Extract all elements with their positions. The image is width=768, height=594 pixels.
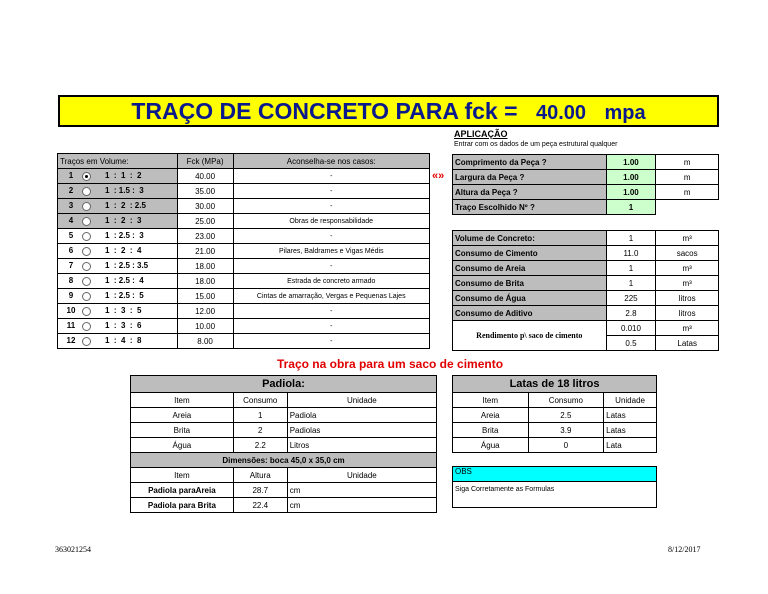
traco-uso: -	[233, 304, 430, 319]
input-value[interactable]: 1	[606, 200, 656, 215]
traco-fck: 21.00	[177, 244, 233, 259]
traco-ratio: 1 : 3 : 5	[105, 306, 142, 316]
traco-radio[interactable]	[82, 307, 91, 316]
result-unit: m³	[656, 231, 719, 246]
traco-radio[interactable]	[82, 247, 91, 256]
dim-item: Padiola para Brita	[131, 498, 234, 513]
padiola-item: Areia	[131, 408, 234, 423]
result-value: 1	[606, 231, 656, 246]
traco-cell	[58, 259, 178, 274]
dim-unidade: cm	[287, 483, 436, 498]
traco-number: 1	[68, 171, 74, 181]
traco-fck: 15.00	[177, 289, 233, 304]
traco-uso: -	[233, 184, 430, 199]
input-unit: m	[656, 185, 719, 200]
obs-text: Siga Corretamente as Formulas	[455, 486, 555, 493]
result-unit: sacos	[656, 246, 719, 261]
table-row	[58, 199, 430, 214]
page-title	[58, 95, 719, 127]
table-row	[58, 259, 430, 274]
padiola-table	[130, 375, 437, 513]
padiola-consumo: 2	[233, 423, 287, 438]
result-label: Volume de Concreto:	[453, 231, 607, 246]
padiola-unidade: Padiolas	[287, 423, 436, 438]
input-row	[453, 170, 719, 185]
dim-altura: 22.4	[233, 498, 287, 513]
footer-date: 8/12/2017	[668, 545, 701, 554]
input-row	[453, 185, 719, 200]
obs-box	[452, 466, 657, 508]
traco-radio[interactable]	[82, 217, 91, 226]
padiola-item: Água	[131, 438, 234, 453]
input-unit	[656, 200, 719, 215]
arrow-indicator: «»	[432, 170, 445, 182]
traco-uso: Cintas de amarração, Vergas e Pequenas Lajes	[233, 289, 430, 304]
table-row	[131, 423, 437, 438]
dim-item: Padiola paraAreia	[131, 483, 234, 498]
dim-altura: 28.7	[233, 483, 287, 498]
result-value: 225	[606, 291, 656, 306]
dim-h-altura: Altura	[233, 468, 287, 483]
table-row	[453, 423, 657, 438]
table-row	[58, 214, 430, 229]
input-label: Traço Escolhido Nº ?	[453, 200, 607, 215]
result-label: Consumo de Areia	[453, 261, 607, 276]
result-row	[453, 276, 719, 291]
padiola-consumo: 1	[233, 408, 287, 423]
traco-cell	[58, 319, 178, 334]
title-unit: mpa	[604, 102, 646, 124]
traco-number: 8	[68, 276, 74, 286]
table-row	[131, 483, 437, 498]
traco-cell	[58, 229, 178, 244]
input-unit: m	[656, 155, 719, 170]
traco-number: 9	[68, 291, 74, 301]
input-row	[453, 200, 719, 215]
traco-cell	[58, 199, 178, 214]
traco-uso: -	[233, 259, 430, 274]
traco-ratio: 1 : 3 : 6	[105, 321, 142, 331]
latas-h-unidade: Unidade	[604, 393, 657, 408]
padiola-h-consumo: Consumo	[233, 393, 287, 408]
traco-radio[interactable]	[82, 337, 91, 346]
input-value[interactable]: 1.00	[606, 185, 656, 200]
traco-number: 7	[68, 261, 74, 271]
traco-fck: 10.00	[177, 319, 233, 334]
input-value[interactable]: 1.00	[606, 170, 656, 185]
traco-fck: 18.00	[177, 259, 233, 274]
result-unit: m³	[656, 276, 719, 291]
result-value: 1	[606, 261, 656, 276]
rendimento-label: Rendimento p\ saco de cimento	[453, 321, 607, 351]
result-unit: litros	[656, 306, 719, 321]
traco-ratio: 1 : 2.5 : 3.5	[105, 261, 149, 271]
footer-id: 363021254	[55, 545, 91, 554]
latas-h-item: Item	[453, 393, 529, 408]
traco-fck: 40.00	[177, 169, 233, 184]
table-row	[58, 304, 430, 319]
result-label: Consumo de Cimento	[453, 246, 607, 261]
traco-ratio: 1 : 1 : 2	[105, 171, 142, 181]
latas-unidade: Lata	[604, 438, 657, 453]
result-value: 11.0	[606, 246, 656, 261]
obs-title: OBS	[453, 467, 656, 482]
traco-fck: 8.00	[177, 334, 233, 349]
input-value[interactable]: 1.00	[606, 155, 656, 170]
input-label: Altura da Peça ?	[453, 185, 607, 200]
traco-cell	[58, 214, 178, 229]
aplicacao-heading: APLICAÇÃO	[454, 129, 508, 139]
rendimento-u2: Latas	[656, 336, 719, 351]
header-fck: Fck (MPa)	[177, 154, 233, 169]
traco-uso: -	[233, 319, 430, 334]
table-row	[453, 408, 657, 423]
traco-number: 2	[68, 186, 74, 196]
traco-number: 3	[68, 201, 74, 211]
padiola-h-unidade: Unidade	[287, 393, 436, 408]
latas-title: Latas de 18 litros	[453, 376, 657, 393]
result-unit: m³	[656, 261, 719, 276]
traco-cell	[58, 274, 178, 289]
table-row	[131, 438, 437, 453]
result-row	[453, 306, 719, 321]
traco-cell	[58, 169, 178, 184]
title-main: TRAÇO DE CONCRETO PARA fck =	[131, 98, 518, 124]
table-row	[58, 334, 430, 349]
latas-consumo: 2.5	[528, 408, 604, 423]
traco-number: 10	[66, 306, 76, 316]
traco-radio[interactable]	[82, 322, 91, 331]
traco-cell	[58, 244, 178, 259]
traco-cell	[58, 184, 178, 199]
aplicacao-note: Entrar com os dados de um peça estrutural qualquer	[454, 141, 618, 148]
traco-fck: 18.00	[177, 274, 233, 289]
result-row	[453, 291, 719, 306]
input-label: Largura da Peça ?	[453, 170, 607, 185]
traco-fck: 35.00	[177, 184, 233, 199]
traco-ratio: 1 : 2.5 : 3	[105, 231, 144, 241]
dim-h-unidade: Unidade	[287, 468, 436, 483]
table-row	[58, 184, 430, 199]
table-row	[453, 438, 657, 453]
latas-table	[452, 375, 657, 453]
traco-number: 5	[68, 231, 74, 241]
traco-ratio: 1 : 2 : 4	[105, 246, 142, 256]
traco-number: 4	[68, 216, 74, 226]
padiola-title: Padiola:	[131, 376, 437, 393]
traco-ratio: 1 : 2.5 : 4	[105, 276, 144, 286]
traco-radio[interactable]	[82, 187, 91, 196]
traco-radio[interactable]	[82, 262, 91, 271]
table-row	[131, 408, 437, 423]
latas-item: Brita	[453, 423, 529, 438]
header-tracos: Traços em Volume:	[58, 154, 178, 169]
table-row	[58, 229, 430, 244]
traco-number: 6	[68, 246, 74, 256]
traco-number: 12	[66, 336, 76, 346]
traco-ratio: 1 : 2 : 3	[105, 216, 142, 226]
table-row	[58, 319, 430, 334]
dim-h-item: Item	[131, 468, 234, 483]
tracos-table	[57, 153, 430, 349]
input-label: Comprimento da Peça ?	[453, 155, 607, 170]
rendimento-v1: 0.010	[606, 321, 656, 336]
padiola-unidade: Padiola	[287, 408, 436, 423]
title-value: 40.00	[535, 102, 587, 124]
latas-consumo: 3.9	[528, 423, 604, 438]
padiola-unidade: Litros	[287, 438, 436, 453]
rendimento-u1: m³	[656, 321, 719, 336]
table-row	[58, 169, 430, 184]
latas-item: Areia	[453, 408, 529, 423]
traco-uso: Pilares, Baldrames e Vigas Médis	[233, 244, 430, 259]
traco-fck: 30.00	[177, 199, 233, 214]
traco-ratio: 1 : 2.5 : 5	[105, 291, 144, 301]
result-row	[453, 261, 719, 276]
traco-number: 11	[66, 321, 76, 331]
traco-radio[interactable]	[82, 172, 91, 181]
traco-radio[interactable]	[82, 277, 91, 286]
result-row	[453, 246, 719, 261]
traco-uso: -	[233, 334, 430, 349]
latas-item: Água	[453, 438, 529, 453]
table-row	[58, 244, 430, 259]
traco-uso: -	[233, 229, 430, 244]
padiola-item: Brita	[131, 423, 234, 438]
traco-ratio: 1 : 2 : 2.5	[105, 201, 146, 211]
result-row	[453, 231, 719, 246]
padiola-h-item: Item	[131, 393, 234, 408]
traco-fck: 12.00	[177, 304, 233, 319]
result-label: Consumo de Brita	[453, 276, 607, 291]
latas-unidade: Latas	[604, 423, 657, 438]
table-row	[58, 274, 430, 289]
header-uso: Aconselha-se nos casos:	[233, 154, 430, 169]
padiola-consumo: 2.2	[233, 438, 287, 453]
traco-radio[interactable]	[82, 292, 91, 301]
dim-unidade: cm	[287, 498, 436, 513]
results-table	[452, 230, 719, 351]
result-label: Consumo de Aditivo	[453, 306, 607, 321]
traco-uso: Estrada de concreto armado	[233, 274, 430, 289]
inputs-table	[452, 154, 719, 215]
traco-cell	[58, 289, 178, 304]
latas-unidade: Latas	[604, 408, 657, 423]
latas-h-consumo: Consumo	[528, 393, 604, 408]
traco-fck: 25.00	[177, 214, 233, 229]
latas-consumo: 0	[528, 438, 604, 453]
traco-cell	[58, 304, 178, 319]
traco-uso: Obras de responsabilidade	[233, 214, 430, 229]
rendimento-v2: 0.5	[606, 336, 656, 351]
table-row	[58, 289, 430, 304]
input-row	[453, 155, 719, 170]
traco-radio[interactable]	[82, 232, 91, 241]
traco-ratio: 1 : 4 : 8	[105, 336, 142, 346]
traco-cell	[58, 334, 178, 349]
traco-fck: 23.00	[177, 229, 233, 244]
padiola-dim-title: Dimensões: boca 45,0 x 35,0 cm	[131, 453, 437, 468]
subtitle: Traço na obra para um saco de cimento	[276, 357, 504, 371]
traco-ratio: 1 : 1.5 : 3	[105, 186, 144, 196]
result-label: Consumo de Água	[453, 291, 607, 306]
traco-uso: -	[233, 169, 430, 184]
result-value: 2.8	[606, 306, 656, 321]
traco-radio[interactable]	[82, 202, 91, 211]
input-unit: m	[656, 170, 719, 185]
table-row	[131, 498, 437, 513]
result-value: 1	[606, 276, 656, 291]
result-unit: litros	[656, 291, 719, 306]
traco-uso: -	[233, 199, 430, 214]
